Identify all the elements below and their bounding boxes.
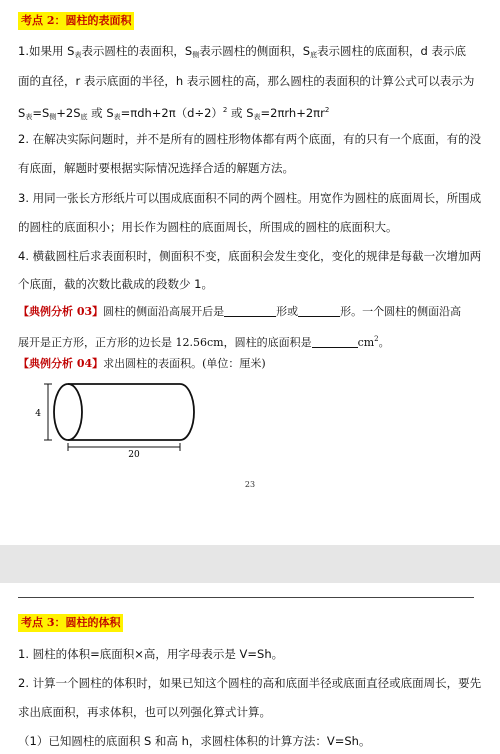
answer-blank-2[interactable] — [298, 305, 340, 317]
volume-paragraph-2-line-1: 2. 计算一个圆柱的体积时，如果已知这个圆柱的高和底面半径或底面直径或底面周长，要先 — [18, 676, 482, 690]
example-3-line-2: 展开是正方形，正方形的边长是 12.56cm，圆柱的底面积是 $cm^2$。 — [18, 335, 390, 349]
answer-blank-1[interactable] — [224, 305, 276, 317]
header-rule — [18, 597, 474, 598]
paragraph-2-line-2: 有底面，解题时要根据实际情况选择合适的解题方法。 — [18, 161, 294, 175]
volume-paragraph-2-line-2: 求出底面积，再求体积，也可以列强化算式计算。 — [18, 705, 271, 719]
paragraph-4-line-1: 4. 横截圆柱后求表面积时，侧面积不变，底面积会发生变化，变化的规律是每截一次增加两 — [18, 249, 482, 263]
example-3-line-1: 【典例分析 03】圆柱的侧面沿高展开后是 形或 形。一个圆柱的侧面沿高 — [18, 305, 462, 318]
surface-area-formula: $S_表=S_侧+2S_底$ 或 $S_表=\pi dh+2\pi(d\div 2)^2$ 或 $S_表=2\pi rh+2\pi r^2$ — [18, 106, 330, 121]
paragraph-3-line-1: 3. 用同一张长方形纸片可以围成底面积不同的两个圆柱。用宽作为圆柱的底面周长，所围成 — [18, 191, 482, 205]
paragraph-4-line-2: 个底面，截的次数比截成的段数少 1。 — [18, 277, 213, 291]
cylinder-left-face — [54, 384, 82, 440]
example-4-tag: 【典例分析 04】 — [18, 357, 104, 370]
page-number: 23 — [244, 480, 256, 489]
page-separator — [0, 545, 500, 583]
cylinder-right-face — [180, 384, 194, 440]
section-title-surface-area: 考点 2：圆柱的表面积 — [18, 12, 134, 30]
volume-paragraph-1: 1. 圆柱的体积=底面积×高，用字母表示是 V=Sh。 — [18, 647, 284, 661]
example-3-tag: 【典例分析 03】 — [18, 305, 104, 318]
paragraph-2-line-1: 2. 在解决实际问题时，并不是所有的圆柱形物体都有两个底面，有的只有一个底面，有的没 — [18, 132, 482, 146]
answer-blank-3[interactable] — [312, 336, 358, 348]
section-title-volume: 考点 3：圆柱的体积 — [18, 614, 123, 632]
paragraph-1-line-1: 1.如果用 $S_表$表示圆柱的表面积，$S_侧$表示圆柱的侧面积，$S_底$表示圆柱的底面积，d 表示底 — [18, 44, 467, 59]
height-label: 4 — [35, 409, 41, 419]
length-label: 20 — [128, 450, 140, 460]
page-lower — [0, 583, 500, 754]
paragraph-1-line-2: 面的直径，r 表示底面的半径，h 表示圆柱的高，那么圆柱的表面积的计算公式可以表示为 — [18, 74, 475, 88]
paragraph-3-line-2: 的圆柱的底面积小；用长作为圆柱的底面周长，所围成的圆柱的底面积大。 — [18, 220, 398, 234]
volume-paragraph-3: （1）已知圆柱的底面积 S 和高 h，求圆柱体积的计算方法：V=Sh。 — [18, 734, 371, 748]
example-4-line: 【典例分析 04】求出圆柱的表面积。(单位：厘米) — [18, 357, 266, 370]
cylinder-figure — [28, 375, 208, 460]
